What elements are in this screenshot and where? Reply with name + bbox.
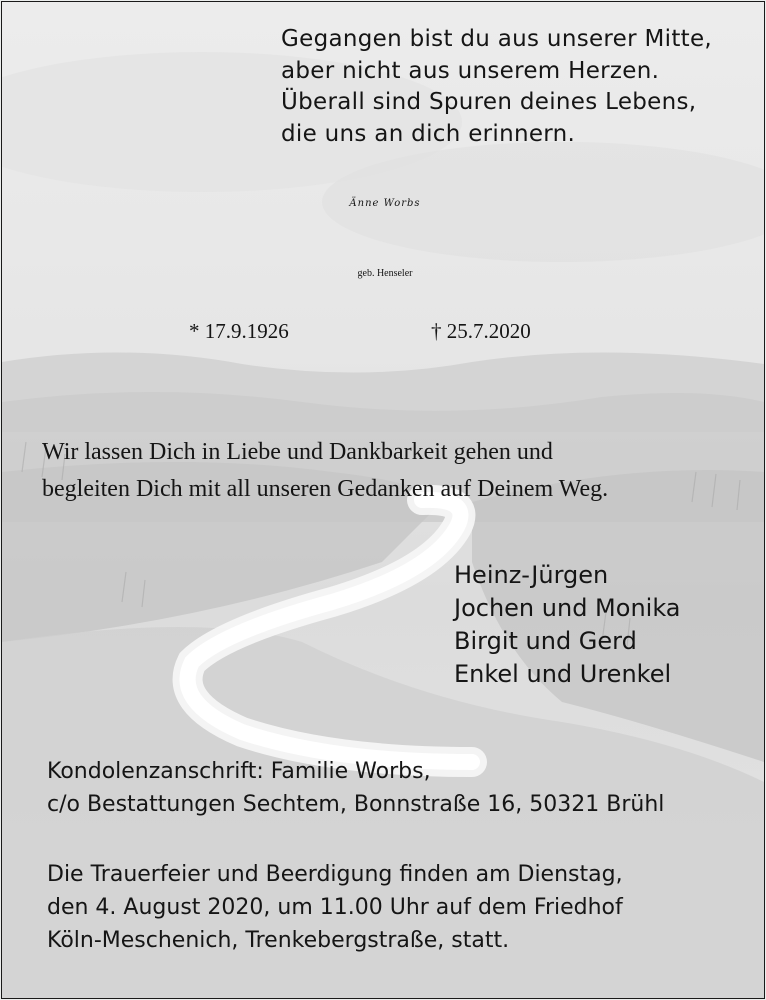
poem-verse bbox=[281, 24, 712, 150]
mourner-entry: Jochen und Monika bbox=[454, 594, 681, 622]
mourner-entry: Enkel und Urenkel bbox=[454, 660, 672, 688]
death-date: † 25.7.2020 bbox=[431, 319, 531, 343]
funeral-service-info bbox=[47, 858, 623, 957]
condolence-address bbox=[47, 755, 664, 821]
poem-line: Gegangen bist du aus unserer Mitte, bbox=[281, 26, 713, 52]
poem-line: die uns an dich erinnern. bbox=[281, 120, 576, 147]
mourners-list bbox=[454, 559, 681, 691]
farewell-line: Wir lassen Dich in Liebe und Dankbarkeit gehen und bbox=[42, 439, 553, 465]
condolence-line: Kondolenzanschrift: Familie Worbs, bbox=[47, 759, 431, 784]
service-line: Köln-Meschenich, Trenkebergstraße, statt. bbox=[47, 928, 510, 953]
poem-line: Überall sind Spuren deines Lebens, bbox=[281, 89, 697, 115]
maiden-name: geb. Henseler bbox=[357, 268, 413, 279]
poem-line: aber nicht aus unserem Herzen. bbox=[281, 57, 660, 84]
deceased-name: Änne Worbs bbox=[349, 198, 421, 209]
service-line: Die Trauerfeier und Beerdigung finden am Dienstag, bbox=[47, 862, 623, 887]
farewell-message bbox=[42, 434, 608, 508]
obituary-frame bbox=[1, 1, 765, 999]
mourner-entry: Birgit und Gerd bbox=[454, 627, 637, 655]
condolence-line: c/o Bestattungen Sechtem, Bonnstraße 16, 50321 Brühl bbox=[47, 792, 665, 817]
birth-date: * 17.9.1926 bbox=[189, 319, 289, 343]
mourner-entry: Heinz-Jürgen bbox=[454, 561, 609, 589]
farewell-line: begleiten Dich mit all unseren Gedanken auf Deinem Weg. bbox=[42, 476, 609, 502]
service-line: den 4. August 2020, um 11.00 Uhr auf dem Friedhof bbox=[47, 895, 623, 920]
